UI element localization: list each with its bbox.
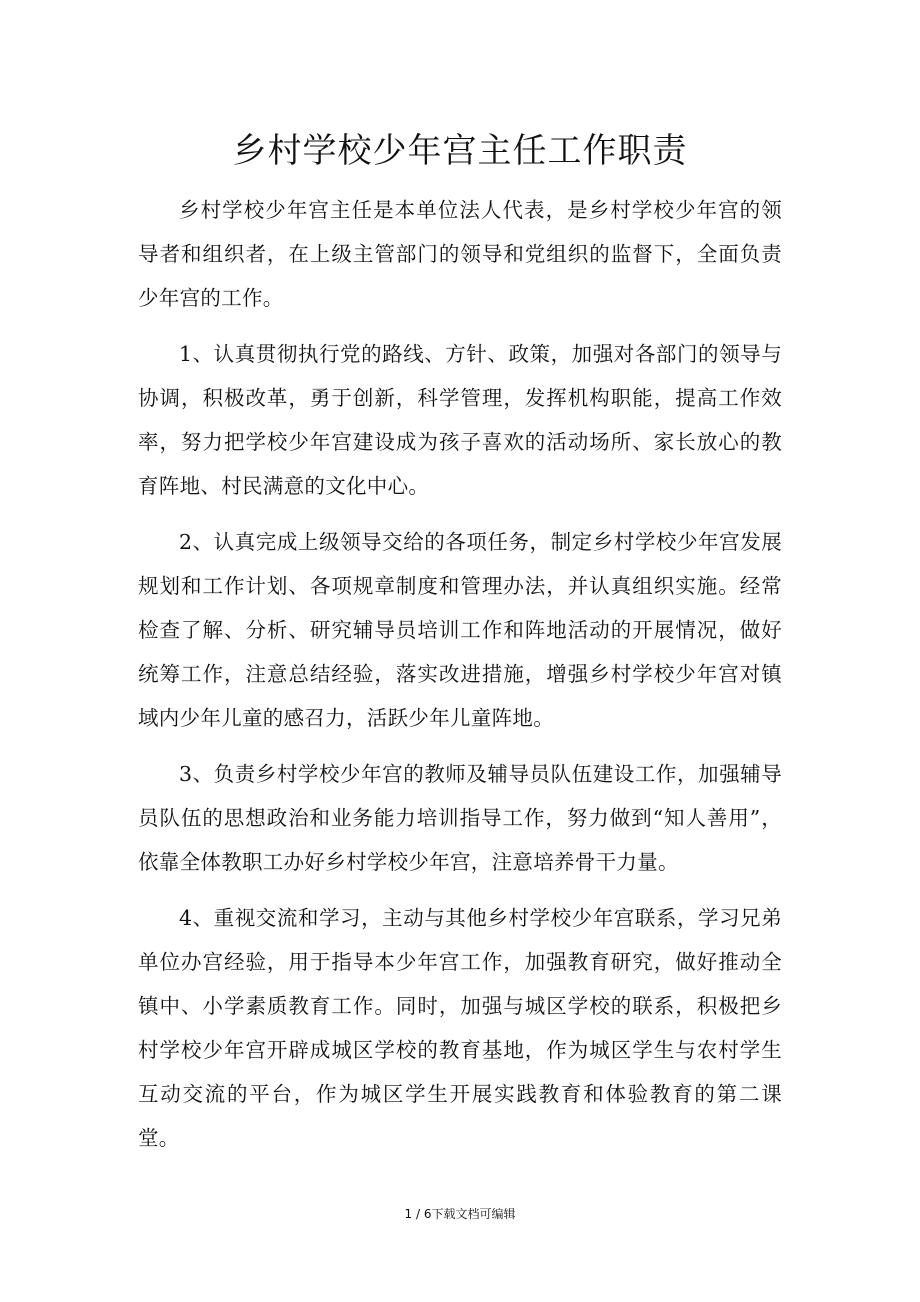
intro-paragraph: 乡村学校少年宫主任是本单位法人代表，是乡村学校少年宫的领导者和组织者，在上级主管部门的领导和党组织的监督下，全面负责少年宫的工作。: [138, 198, 782, 310]
duty-paragraph-1: 1、认真贯彻执行党的路线、方针、政策，加强对各部门的领导与协调，积极改革，勇于创新，科学管理，发挥机构职能，提高工作效率，努力把学校少年宫建设成为孩子喜欢的活动场所、家长放心的教育阵地、村民满意的文化中心。: [138, 342, 782, 498]
document-body: [138, 188, 782, 1172]
page-footer: 1 / 6下载文档可编辑: [404, 1207, 516, 1221]
duty-paragraph-4: 4、重视交流和学习，主动与其他乡村学校少年宫联系，学习兄弟单位办宫经验，用于指导本少年宫工作，加强教育研究，做好推动全镇中、小学素质教育工作。同时，加强与城区学校的联系，积极把乡村学校少年宫开辟成城区学校的教育基地，作为城区学生与农村学生互动交流的平台，作为城区学生开展实践教育和体验教育的第二课堂。: [138, 906, 782, 1150]
duty-paragraph-3: 3、负责乡村学校少年宫的教师及辅导员队伍建设工作，加强辅导员队伍的思想政治和业务能力培训指导工作，努力做到“知人善用”，依靠全体教职工办好乡村学校少年宫，注意培养骨干力量。: [138, 762, 782, 874]
document-title: 乡村学校少年宫主任工作职责: [232, 131, 688, 171]
duty-paragraph-2: 2、认真完成上级领导交给的各项任务，制定乡村学校少年宫发展规划和工作计划、各项规章制度和管理办法，并认真组织实施。经常检查了解、分析、研究辅导员培训工作和阵地活动的开展情况，做好统筹工作，注意总结经验，落实改进措施，增强乡村学校少年宫对镇域内少年儿童的感召力，活跃少年儿童阵地。: [138, 530, 782, 730]
